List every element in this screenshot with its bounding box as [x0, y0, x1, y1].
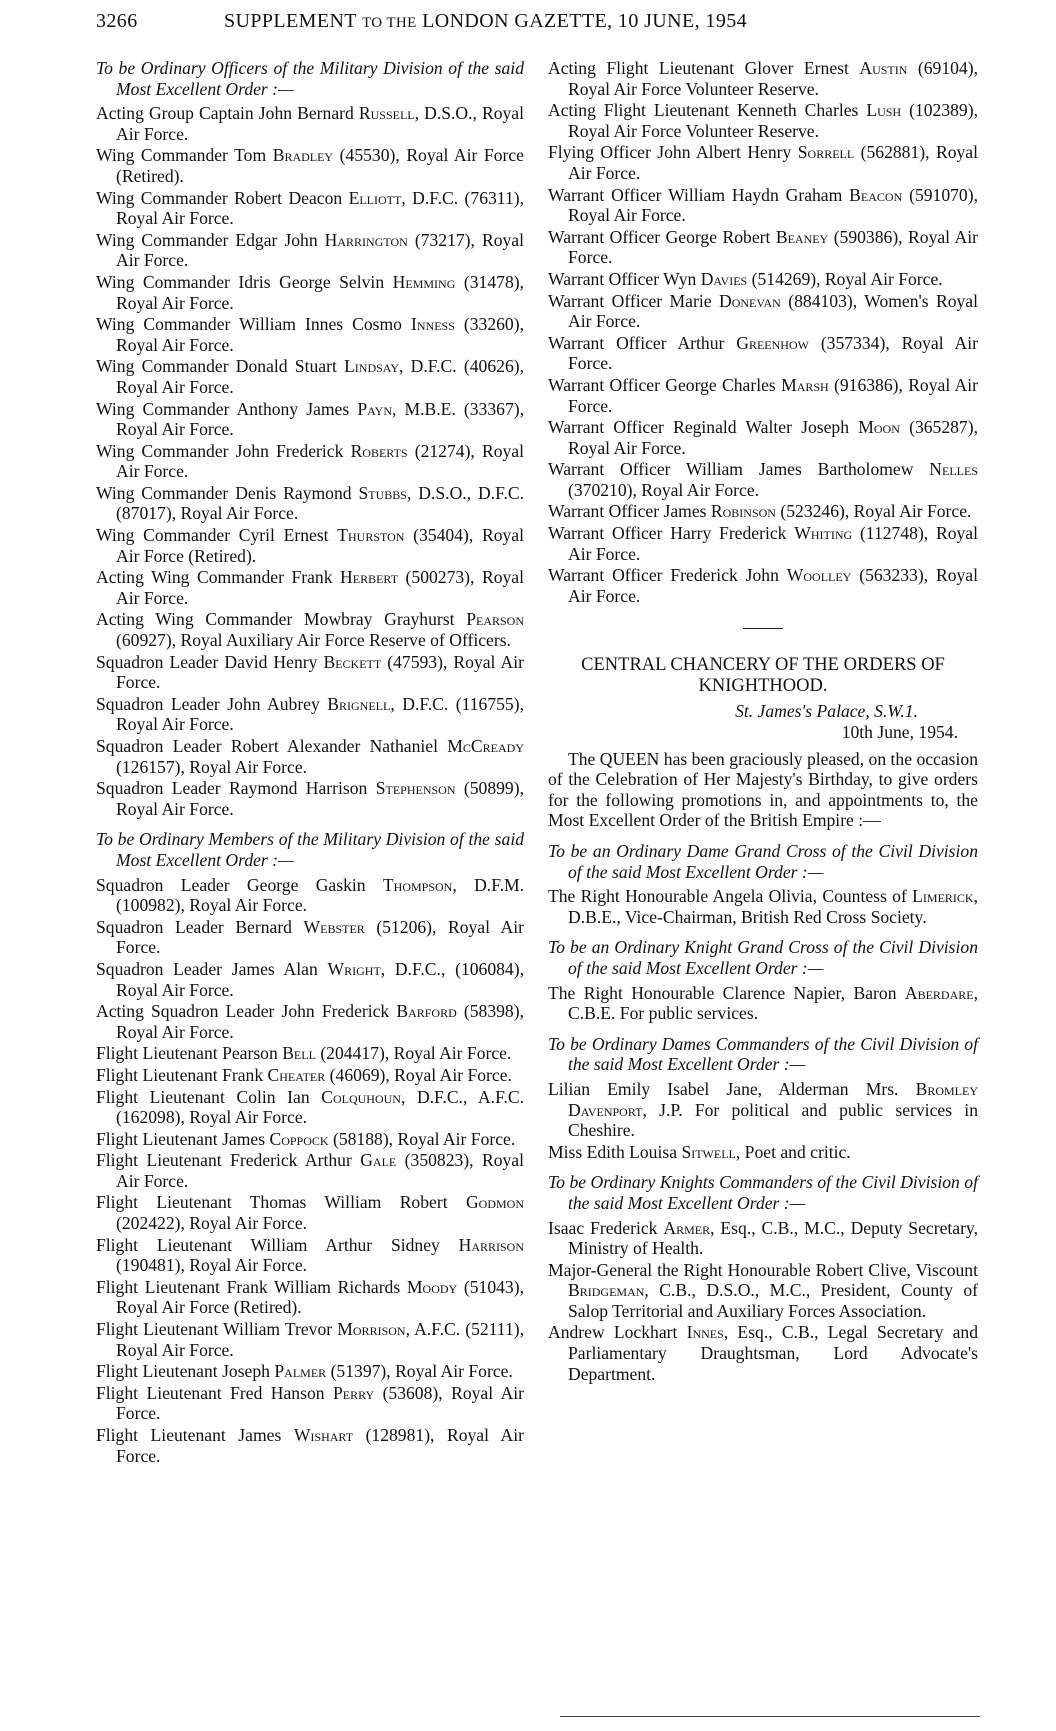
entry-name: Squadron Leader Robert Alexander Nathaniel — [96, 736, 438, 756]
entry-name: Warrant Officer William James Bartholomew — [548, 459, 914, 480]
entry-surname: Gale — [360, 1150, 397, 1171]
entry-surname: Pearson — [466, 609, 524, 630]
entry-details: , D.F.C. (40626), Royal Air Force. — [116, 356, 524, 397]
honours-entry — [548, 291, 978, 332]
entry-name: Miss Edith Louisa — [548, 1141, 678, 1162]
honours-entry — [96, 103, 524, 144]
entry-name: Wing Commander Idris George Selvin — [96, 271, 385, 292]
entry-details: , D.B.E., Vice-Chairman, British Red Cross Society. — [568, 886, 978, 927]
entry-surname: Wright — [327, 958, 381, 979]
entry-details: (51206), Royal Air Force. — [116, 916, 524, 958]
honours-entry — [96, 778, 524, 819]
entry-surname: Lindsay — [344, 356, 400, 377]
entry-details: , D.F.M. (100982), Royal Air Force. — [116, 874, 525, 916]
entry-details: , D.F.C., (106084), Royal Air Force. — [116, 958, 524, 1000]
entry-surname: Harrison — [458, 1234, 524, 1255]
entry-name: Acting Flight Lieutenant Kenneth Charles — [548, 100, 859, 121]
entry-surname: McCready — [447, 736, 524, 756]
entry-name: Squadron Leader James Alan — [96, 958, 318, 979]
entry-name: Isaac Frederick — [548, 1217, 658, 1238]
entry-surname: Cheater — [267, 1064, 326, 1085]
honours-entry — [548, 1322, 978, 1384]
entry-surname: Beaney — [775, 226, 829, 247]
entry-surname: Beckett — [323, 651, 382, 672]
entry-surname: Palmer — [274, 1361, 327, 1382]
entry-details: , C.B., D.S.O., M.C., President, County of Salop Territorial and Auxiliary Forces Association. — [568, 1280, 978, 1321]
honours-entry — [96, 1319, 524, 1360]
entry-surname: Austin — [859, 58, 908, 78]
entry-name: Flight Lieutenant William Trevor — [96, 1319, 333, 1340]
entry-details: , D.S.O., D.F.C. (87017), Royal Air Force. — [116, 482, 525, 524]
entry-name: Flying Officer John Albert Henry — [548, 142, 792, 163]
honours-entry — [96, 1235, 524, 1276]
honours-entry — [548, 375, 978, 416]
honours-entry — [96, 1361, 524, 1382]
entry-details: (365287), Royal Air Force. — [568, 417, 978, 458]
entry-surname: Davies — [700, 268, 748, 289]
honours-entry — [548, 142, 978, 183]
entry-name: Wing Commander Cyril Ernest — [96, 525, 329, 546]
entry-details: (916386), Royal Air Force. — [568, 374, 978, 416]
entry-details: , D.F.C., A.F.C. (162098), Royal Air Force. — [116, 1086, 524, 1128]
entry-name: Wing Commander William Innes Cosmo — [96, 314, 402, 335]
honours-entry — [548, 58, 978, 99]
chancery-date: 10th June, 1954. — [841, 722, 958, 743]
honours-entry — [96, 1129, 524, 1150]
chancery-list — [548, 841, 978, 1384]
entry-surname: Moody — [406, 1276, 458, 1297]
entry-name: Acting Group Captain John Bernard — [96, 103, 354, 124]
honours-entry — [548, 185, 978, 226]
entry-surname: Colquhoun — [321, 1086, 401, 1107]
title-gazette: LONDON GAZETTE, 10 JUNE, 1954 — [422, 10, 748, 32]
entry-details: (33260), Royal Air Force. — [116, 314, 524, 355]
entry-name: Flight Lieutenant James — [96, 1128, 266, 1149]
honours-entry — [548, 983, 978, 1024]
entry-name: Flight Lieutenant Thomas William Robert — [96, 1192, 448, 1213]
entry-details: (350823), Royal Air Force. — [116, 1150, 524, 1191]
honours-entry — [548, 886, 978, 927]
entry-details: , M.B.E. (33367), Royal Air Force. — [116, 398, 524, 440]
honours-entry — [548, 1260, 978, 1322]
entry-surname: Beacon — [849, 184, 903, 205]
entry-name: Warrant Officer William Haydn Graham — [548, 184, 843, 205]
entry-details: (126157), Royal Air Force. — [116, 756, 308, 777]
entry-surname: Moon — [858, 417, 900, 438]
honours-entry — [548, 100, 978, 141]
entry-name: The Right Honourable Clarence Napier, Baron — [548, 982, 897, 1003]
entry-name: Wing Commander Tom — [96, 145, 267, 166]
honours-entry — [96, 1065, 524, 1086]
entry-name: The Right Honourable Angela Olivia, Countess of — [548, 886, 907, 907]
entry-surname: Brignell — [327, 693, 391, 714]
entry-surname: Innes — [686, 1322, 724, 1343]
entry-name: Wing Commander Edgar John — [96, 229, 318, 250]
honours-entry — [96, 1150, 524, 1191]
entry-name: Lilian Emily Isabel Jane, Alderman Mrs. — [548, 1078, 899, 1099]
entry-name: Flight Lieutenant James — [96, 1425, 282, 1445]
entry-details: (591070), Royal Air Force. — [568, 184, 978, 226]
left-column — [96, 58, 524, 1467]
section-divider — [743, 628, 783, 629]
honours-entry — [548, 1142, 978, 1163]
entry-surname: Godmon — [465, 1192, 524, 1213]
honours-entry — [96, 736, 524, 777]
honours-entry — [96, 314, 524, 355]
entry-surname: Wishart — [293, 1425, 354, 1445]
entry-name: Flight Lieutenant Frank William Richards — [96, 1276, 401, 1297]
entry-details: , A.F.C. (52111), Royal Air Force. — [116, 1319, 525, 1360]
entry-name: Flight Lieutenant Fred Hanson — [96, 1382, 325, 1403]
entry-name: Flight Lieutenant Colin Ian — [96, 1086, 310, 1107]
entry-details: (523246), Royal Air Force. — [780, 501, 972, 522]
honours-entry — [96, 1087, 524, 1128]
chancery-intro: The QUEEN has been graciously pleased, on the occasion of the Celebration of Her Majesty's Birthday, to give orders for the following promotions in, and appointments to, the Most Excellent Order of the British Empire :— — [548, 748, 978, 831]
entry-details: , Esq., C.B., M.C., Deputy Secretary, Ministry of Health. — [568, 1217, 978, 1259]
entry-name: Warrant Officer George Charles — [548, 374, 776, 395]
entry-name: Warrant Officer Harry Frederick — [548, 523, 787, 544]
entry-details: , Esq., C.B., Legal Secretary and Parliamentary Draughtsman, Lord Advocate's Department. — [568, 1322, 978, 1384]
entry-name: Squadron Leader David Henry — [96, 651, 318, 672]
entry-name: Flight Lieutenant Joseph — [96, 1361, 270, 1382]
entry-name: Warrant Officer Reginald Walter Joseph — [548, 417, 850, 438]
honours-entry — [548, 417, 978, 458]
honours-entry — [96, 188, 524, 229]
entry-surname: Robinson — [710, 501, 776, 522]
honours-entry — [548, 269, 978, 290]
entry-details: , D.F.C. (116755), Royal Air Force. — [116, 693, 524, 735]
entry-name: Andrew Lockhart — [548, 1322, 678, 1343]
honours-entry — [96, 609, 524, 650]
entry-details: (73217), Royal Air Force. — [116, 229, 524, 271]
entry-name: Squadron Leader John Aubrey — [96, 693, 320, 714]
entry-details: (45530), Royal Air Force (Retired). — [116, 145, 524, 186]
honours-entry — [548, 227, 978, 268]
title-supplement: SUPPLEMENT — [224, 10, 357, 32]
honours-entry — [548, 523, 978, 564]
entry-details: (370210), Royal Air Force. — [568, 479, 760, 500]
entry-surname: Bridgeman — [568, 1280, 645, 1301]
honours-entry — [96, 1192, 524, 1233]
entry-surname: Thurston — [337, 525, 405, 546]
honours-entry — [96, 567, 524, 608]
entry-name: Warrant Officer Frederick John — [548, 565, 779, 586]
entry-surname: Nelles — [929, 459, 978, 480]
entry-name: Squadron Leader Raymond Harrison — [96, 778, 368, 799]
entry-name: Warrant Officer George Robert — [548, 226, 771, 247]
title-to-the: TO THE — [361, 15, 417, 31]
entry-surname: Hemming — [392, 271, 456, 292]
honours-entry — [548, 501, 978, 522]
entry-name: Acting Flight Lieutenant Glover Ernest — [548, 58, 849, 78]
honours-entry — [96, 441, 524, 482]
entry-name: Warrant Officer James — [548, 501, 707, 522]
honours-entry — [96, 399, 524, 440]
entry-surname: Thompson — [382, 874, 453, 895]
entry-details: (357334), Royal Air Force. — [568, 332, 978, 374]
entry-surname: Perry — [332, 1382, 375, 1403]
honours-entry — [548, 1079, 978, 1141]
section-heading: To be Ordinary Dames Commanders of the Civil Division of the said Most Excellent Order :— — [548, 1033, 978, 1075]
section-heading: To be Ordinary Knights Commanders of the Civil Division of the said Most Excellent Order :— — [548, 1172, 978, 1213]
raf-continued-list — [548, 58, 978, 606]
right-column — [548, 58, 978, 1385]
entry-name: Warrant Officer Arthur — [548, 332, 725, 353]
entry-details: (58398), Royal Air Force. — [116, 1001, 524, 1042]
entry-details: , Poet and critic. — [735, 1141, 851, 1162]
entry-name: Acting Wing Commander Mowbray Grayhurst — [96, 609, 455, 630]
honours-entry — [96, 1001, 524, 1042]
honours-entry — [96, 875, 524, 916]
entry-surname: Harrington — [324, 229, 408, 250]
entry-surname: Inness — [411, 314, 455, 335]
honours-entry — [96, 356, 524, 397]
honours-entry — [96, 917, 524, 958]
entry-name: Acting Wing Commander Frank — [96, 567, 333, 588]
honours-entry — [548, 565, 978, 606]
entry-details: (51397), Royal Air Force. — [330, 1361, 513, 1382]
section-heading: To be Ordinary Members of the Military Division of the said Most Excellent Order :— — [96, 829, 524, 870]
entry-details: (31478), Royal Air Force. — [116, 271, 525, 313]
entry-details: (53608), Royal Air Force. — [116, 1382, 525, 1424]
entry-details: , D.F.C. (76311), Royal Air Force. — [116, 187, 524, 229]
entry-details: (50899), Royal Air Force. — [116, 778, 524, 819]
entry-name: Warrant Officer Marie — [548, 290, 712, 311]
page-number: 3266 — [96, 10, 138, 32]
section-heading: To be an Ordinary Knight Grand Cross of the Civil Division of the said Most Excellent Order :— — [548, 937, 978, 978]
chancery-place: St. James's Palace, S.W.1. — [735, 701, 918, 722]
entry-surname: Coppock — [269, 1128, 329, 1149]
entry-details: (884103), Women's Royal Air Force. — [568, 290, 979, 332]
entry-surname: Payn — [357, 398, 392, 419]
entry-details: (202422), Royal Air Force. — [116, 1213, 308, 1234]
entry-surname: Elliott — [348, 187, 402, 208]
honours-entry — [96, 1277, 524, 1318]
entry-details: (21274), Royal Air Force. — [116, 440, 524, 482]
entry-details: (60927), Royal Auxiliary Air Force Reserve of Officers. — [116, 630, 511, 651]
entry-details: (102389), Royal Air Force Volunteer Reserve. — [568, 100, 978, 141]
honours-entry — [96, 525, 524, 566]
entry-details: (35404), Royal Air Force (Retired). — [116, 525, 524, 566]
entry-details: (500273), Royal Air Force. — [116, 567, 524, 608]
entry-surname: Bromley Davenport — [568, 1078, 979, 1120]
entry-name: Flight Lieutenant Frederick Arthur — [96, 1150, 352, 1171]
entry-surname: Limerick — [912, 886, 974, 907]
entry-name: Squadron Leader Bernard — [96, 916, 292, 937]
entry-name: Wing Commander John Frederick — [96, 440, 344, 461]
entry-details: (204417), Royal Air Force. — [320, 1043, 512, 1064]
entry-name: Wing Commander Robert Deacon — [96, 187, 343, 208]
entry-name: Squadron Leader George Gaskin — [96, 874, 366, 895]
entry-surname: Lush — [866, 100, 902, 121]
entry-surname: Whiting — [794, 523, 853, 544]
honours-entry — [96, 694, 524, 735]
chancery-title: CENTRAL CHANCERY OF THE ORDERS OF KNIGHTHOOD. — [581, 655, 945, 697]
entry-details: (69104), Royal Air Force Volunteer Reserve. — [568, 58, 978, 99]
entry-name: Flight Lieutenant William Arthur Sidney — [96, 1234, 440, 1255]
entry-surname: Sitwell — [681, 1141, 736, 1162]
entry-details: (47593), Royal Air Force. — [116, 651, 524, 693]
entry-name: Wing Commander Donald Stuart — [96, 356, 337, 377]
entry-surname: Morrison — [337, 1319, 406, 1340]
bottom-rule — [560, 1716, 980, 1717]
entry-details: (562881), Royal Air Force. — [568, 142, 978, 183]
entry-details: , J.P. For political and public services in Cheshire. — [568, 1099, 978, 1141]
section-heading: To be Ordinary Officers of the Military Division of the said Most Excellent Order :— — [96, 58, 524, 99]
entry-name: Wing Commander Denis Raymond — [96, 482, 352, 503]
honours-entry — [96, 652, 524, 693]
entry-name: Acting Squadron Leader John Frederick — [96, 1001, 390, 1022]
entry-surname: Russell — [358, 103, 415, 124]
entry-details: (46069), Royal Air Force. — [329, 1064, 512, 1085]
honours-entry — [96, 145, 524, 186]
entry-details: (128981), Royal Air Force. — [116, 1425, 524, 1466]
page-header — [96, 10, 986, 40]
entry-details: (590386), Royal Air Force. — [568, 226, 978, 268]
honours-entry — [548, 1218, 978, 1259]
page-title — [224, 10, 747, 33]
entry-surname: Marsh — [781, 374, 829, 395]
entry-details: (112748), Royal Air Force. — [568, 523, 978, 564]
entry-details: (58188), Royal Air Force. — [332, 1128, 516, 1149]
entry-name: Wing Commander Anthony James — [96, 398, 350, 419]
entry-name: Flight Lieutenant Pearson — [96, 1043, 278, 1064]
entry-surname: Herbert — [340, 567, 399, 588]
honours-entry — [96, 230, 524, 271]
honours-entry — [96, 1425, 524, 1466]
entry-details: (563233), Royal Air Force. — [568, 565, 978, 606]
honours-entry — [96, 272, 524, 313]
entry-surname: Aberdare — [904, 982, 974, 1003]
entry-surname: Woolley — [786, 565, 852, 586]
entry-details: , C.B.E. For public services. — [568, 982, 979, 1024]
entry-surname: Roberts — [350, 440, 408, 461]
entry-surname: Stephenson — [375, 778, 456, 799]
entry-surname: Bradley — [272, 145, 334, 166]
entry-surname: Stubbs — [358, 482, 407, 503]
honours-entry — [548, 333, 978, 374]
honours-entry — [96, 1383, 524, 1424]
entry-surname: Bell — [282, 1043, 316, 1064]
entry-surname: Sorrell — [797, 142, 855, 163]
entry-surname: Donevan — [718, 290, 781, 311]
section-heading: To be an Ordinary Dame Grand Cross of the Civil Division of the said Most Excellent Order :— — [548, 841, 978, 882]
entry-surname: Greenhow — [736, 332, 809, 353]
entry-name: Major-General the Right Honourable Robert Clive, Viscount — [548, 1259, 978, 1280]
entry-name: Flight Lieutenant Frank — [96, 1064, 264, 1085]
entry-surname: Webster — [303, 916, 365, 937]
entry-details: (51043), Royal Air Force (Retired). — [116, 1276, 524, 1318]
honours-entry — [96, 1043, 524, 1064]
entry-name: Warrant Officer Wyn — [548, 268, 697, 289]
entry-surname: Barford — [396, 1001, 457, 1022]
honours-entry — [96, 483, 524, 524]
entry-details: (190481), Royal Air Force. — [116, 1255, 308, 1276]
honours-entry — [548, 459, 978, 500]
entry-details: , D.S.O., Royal Air Force. — [116, 103, 524, 144]
entry-details: (514269), Royal Air Force. — [751, 268, 943, 289]
entry-surname: Armer — [663, 1217, 711, 1238]
honours-entry — [96, 959, 524, 1000]
